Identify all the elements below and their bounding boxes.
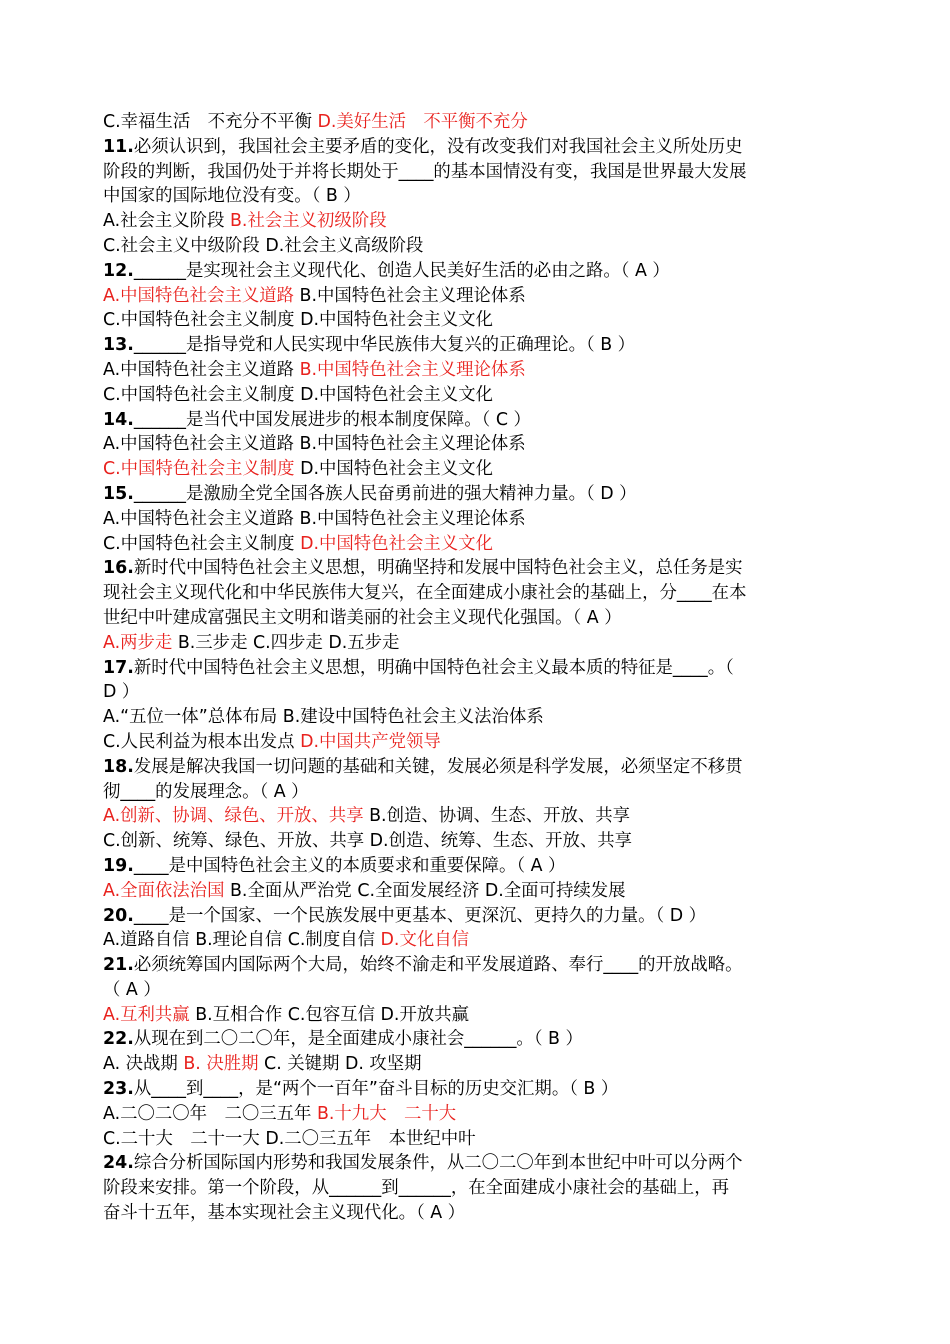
answer-text: B.社会主义初级阶段 bbox=[230, 211, 387, 232]
text-segment: 彻____的发展理念。（ A ） bbox=[103, 781, 309, 802]
text-line bbox=[103, 358, 848, 383]
question-number: 15. bbox=[103, 483, 134, 504]
question-number: 18. bbox=[103, 756, 134, 777]
question-number: 22. bbox=[103, 1029, 134, 1050]
text-line bbox=[103, 928, 848, 953]
text-segment: D ） bbox=[103, 682, 140, 703]
text-line bbox=[103, 135, 848, 160]
answer-text: A.互利共赢 bbox=[103, 1004, 190, 1025]
answer-text: D.中国特色社会主义文化 bbox=[300, 533, 493, 554]
text-line bbox=[103, 1102, 848, 1127]
text-line bbox=[103, 259, 848, 284]
text-segment: C.二十大 二十一大 D.二〇三五年 本世纪中叶 bbox=[103, 1128, 476, 1149]
text-segment: C.中国特色社会主义制度 D.中国特色社会主义文化 bbox=[103, 310, 493, 331]
text-line bbox=[103, 234, 848, 259]
text-line bbox=[103, 730, 848, 755]
text-line bbox=[103, 978, 848, 1003]
text-segment: C. 关键期 D. 攻坚期 bbox=[258, 1054, 422, 1075]
text-line bbox=[103, 1003, 848, 1028]
text-segment: C.人民利益为根本出发点 bbox=[103, 731, 301, 752]
text-line bbox=[103, 1127, 848, 1152]
question-number: 14. bbox=[103, 409, 134, 430]
text-segment: ______是激励全党全国各族人民奋勇前进的强大精神力量。（ D ） bbox=[133, 483, 637, 504]
text-segment: A.社会主义阶段 bbox=[103, 211, 230, 232]
text-segment: B.三步走 C.四步走 D.五步走 bbox=[172, 632, 400, 653]
text-segment: C.中国特色社会主义制度 bbox=[103, 533, 301, 554]
text-segment: B.全面从严治党 C.全面发展经济 D.全面可持续发展 bbox=[224, 880, 626, 901]
answer-text: B.中国特色社会主义理论体系 bbox=[299, 359, 526, 380]
question-number: 19. bbox=[103, 855, 134, 876]
text-segment: 世纪中叶建成富强民主文明和谐美丽的社会主义现代化强国。（ A ） bbox=[103, 607, 622, 628]
text-line bbox=[103, 879, 848, 904]
text-line bbox=[103, 953, 848, 978]
text-line bbox=[103, 383, 848, 408]
text-segment: B.互相合作 C.包容互信 D.开放共赢 bbox=[189, 1004, 470, 1025]
question-number: 21. bbox=[103, 955, 134, 976]
text-segment: 阶段的判断，我国仍处于并将长期处于____的基本国情没有变，我国是世界最大发展 bbox=[103, 161, 747, 182]
text-segment: 综合分析国际国内形势和我国发展条件，从二〇二〇年到本世纪中叶可以分两个 bbox=[133, 1153, 743, 1174]
text-line bbox=[103, 184, 848, 209]
answer-text: A.两步走 bbox=[103, 632, 173, 653]
text-segment: A.中国特色社会主义道路 bbox=[103, 359, 300, 380]
text-segment: C.幸福生活 不充分不平衡 bbox=[103, 112, 318, 132]
text-line bbox=[103, 1151, 848, 1176]
text-line bbox=[103, 904, 848, 929]
text-segment: 从____到____，是“两个一百年”奋斗目标的历史交汇期。（ B ） bbox=[133, 1079, 619, 1100]
text-segment: ______是实现社会主义现代化、创造人民美好生活的必由之路。（ A ） bbox=[133, 260, 670, 281]
text-segment: B.创造、协调、生态、开放、共享 bbox=[363, 806, 631, 827]
text-line bbox=[103, 1176, 848, 1201]
answer-text: D.文化自信 bbox=[380, 930, 470, 951]
text-line bbox=[103, 656, 848, 681]
text-segment: 现社会主义现代化和中华民族伟大复兴，在全面建成小康社会的基础上，分____在本 bbox=[103, 583, 747, 604]
question-number: 24. bbox=[103, 1153, 134, 1174]
answer-text: A.全面依法治国 bbox=[103, 880, 225, 901]
text-segment: ______是当代中国发展进步的根本制度保障。（ C ） bbox=[133, 409, 531, 430]
text-segment: ____是一个国家、一个民族发展中更基本、更深沉、更持久的力量。（ D ） bbox=[133, 905, 707, 926]
text-segment: A.道路自信 B.理论自信 C.制度自信 bbox=[103, 930, 381, 951]
answer-text: D.美好生活 不平衡不充分 bbox=[317, 112, 528, 132]
text-segment: D.中国特色社会主义文化 bbox=[294, 459, 493, 480]
text-line bbox=[103, 854, 848, 879]
text-segment: 从现在到二〇二〇年，是全面建成小康社会______。（ B ） bbox=[133, 1029, 583, 1050]
text-line bbox=[103, 284, 848, 309]
text-segment: C.中国特色社会主义制度 D.中国特色社会主义文化 bbox=[103, 384, 493, 405]
text-line bbox=[103, 209, 848, 234]
text-segment: C.创新、统筹、绿色、开放、共享 D.创造、统筹、生态、开放、共享 bbox=[103, 831, 633, 852]
text-line bbox=[103, 829, 848, 854]
text-line bbox=[103, 755, 848, 780]
question-number: 17. bbox=[103, 657, 134, 678]
answer-text: A.创新、协调、绿色、开放、共享 bbox=[103, 806, 364, 827]
text-line bbox=[103, 110, 848, 135]
answer-text: B.十九大 二十大 bbox=[316, 1103, 457, 1124]
text-segment: 新时代中国特色社会主义思想，明确中国特色社会主义最本质的特征是____。（ bbox=[133, 657, 734, 678]
text-line bbox=[103, 581, 848, 606]
text-line bbox=[103, 680, 848, 705]
question-number: 20. bbox=[103, 905, 134, 926]
text-line bbox=[103, 1052, 848, 1077]
text-segment: 奋斗十五年，基本实现社会主义现代化。（ A ） bbox=[103, 1203, 466, 1224]
answer-text: C.中国特色社会主义制度 bbox=[103, 459, 295, 480]
text-line bbox=[103, 705, 848, 730]
text-line bbox=[103, 482, 848, 507]
text-segment: 发展是解决我国一切问题的基础和关键，发展必须是科学发展，必须坚定不移贯 bbox=[133, 756, 743, 777]
answer-text: B. 决胜期 bbox=[183, 1054, 259, 1075]
text-segment: C.社会主义中级阶段 D.社会主义高级阶段 bbox=[103, 235, 424, 256]
answer-text: A.中国特色社会主义道路 bbox=[103, 285, 295, 306]
text-segment: 必须统筹国内国际两个大局，始终不渝走和平发展道路、奉行____的开放战略。 bbox=[133, 955, 743, 976]
text-segment: 新时代中国特色社会主义思想，明确坚持和发展中国特色社会主义，总任务是实 bbox=[133, 558, 743, 579]
text-segment: ____是中国特色社会主义的本质要求和重要保障。（ A ） bbox=[133, 855, 566, 876]
text-line bbox=[103, 308, 848, 333]
text-segment: （ A ） bbox=[103, 979, 161, 1000]
text-segment: A.中国特色社会主义道路 B.中国特色社会主义理论体系 bbox=[103, 508, 526, 529]
question-number: 16. bbox=[103, 558, 134, 579]
text-line bbox=[103, 556, 848, 581]
text-segment: A.中国特色社会主义道路 B.中国特色社会主义理论体系 bbox=[103, 434, 526, 455]
text-segment: 阶段来安排。第一个阶段，从______到______，在全面建成小康社会的基础上，再 bbox=[103, 1178, 730, 1199]
text-line bbox=[103, 408, 848, 433]
text-line bbox=[103, 631, 848, 656]
text-line bbox=[103, 1201, 848, 1226]
text-segment: 中国家的国际地位没有变。（ B ） bbox=[103, 186, 361, 207]
text-line bbox=[103, 1027, 848, 1052]
document-page bbox=[103, 110, 848, 1226]
text-line bbox=[103, 160, 848, 185]
text-segment: A.“五位一体”总体布局 B.建设中国特色社会主义法治体系 bbox=[103, 707, 544, 728]
text-line bbox=[103, 333, 848, 358]
question-number: 23. bbox=[103, 1079, 134, 1100]
text-segment: ______是指导党和人民实现中华民族伟大复兴的正确理论。（ B ） bbox=[133, 335, 636, 356]
text-segment: 必须认识到，我国社会主要矛盾的变化，没有改变我们对我国社会主义所处历史 bbox=[133, 136, 743, 157]
question-number: 11. bbox=[103, 136, 134, 157]
text-line bbox=[103, 1077, 848, 1102]
question-number: 13. bbox=[103, 335, 134, 356]
question-number: 12. bbox=[103, 260, 134, 281]
text-line bbox=[103, 606, 848, 631]
text-line bbox=[103, 432, 848, 457]
text-line bbox=[103, 780, 848, 805]
text-line bbox=[103, 457, 848, 482]
text-line bbox=[103, 507, 848, 532]
text-line bbox=[103, 532, 848, 557]
text-segment: A.二〇二〇年 二〇三五年 bbox=[103, 1103, 317, 1124]
answer-text: D.中国共产党领导 bbox=[300, 731, 441, 752]
text-segment: A. 决战期 bbox=[103, 1054, 184, 1075]
text-line bbox=[103, 804, 848, 829]
text-segment: B.中国特色社会主义理论体系 bbox=[294, 285, 526, 306]
